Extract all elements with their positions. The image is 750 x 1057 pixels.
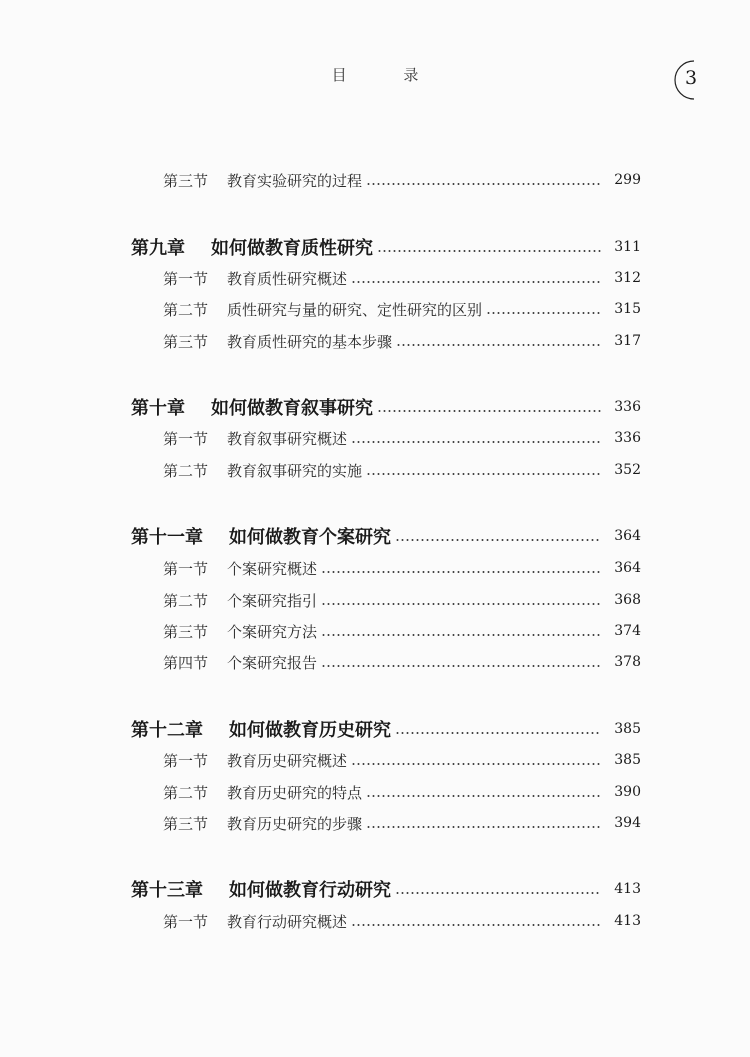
toc-section-row [0,326,750,356]
chapter-title: 如何做教育历史研究 [229,720,391,741]
section-title: 教育叙事研究的实施 [227,461,363,480]
dot-leader [321,634,601,636]
section-label: 第一节 [163,559,209,578]
toc-section-row [0,647,750,677]
page-ref: 352 [614,462,641,478]
toc-section-row [0,906,750,936]
page-number-badge [666,58,710,102]
section-label: 第三节 [163,171,209,190]
page-ref: 315 [614,301,641,317]
section-label: 第一节 [163,269,209,288]
page-ref: 385 [614,721,641,737]
page-ref: 299 [614,172,641,188]
dot-leader [486,312,601,314]
dot-leader [351,281,601,283]
chapter-title: 如何做教育叙事研究 [211,398,373,419]
toc-section-row [0,585,750,615]
toc-chapter-row [0,392,750,422]
dot-leader [377,250,601,252]
section-title: 教育行动研究概述 [227,912,348,931]
dot-leader [395,732,601,734]
page-ref: 413 [614,881,641,897]
section-label: 第二节 [163,300,209,319]
toc-section-row [0,808,750,838]
section-title: 质性研究与量的研究、定性研究的区别 [227,300,483,319]
section-title: 个案研究概述 [227,559,318,578]
section-label: 第一节 [163,751,209,770]
section-title: 教育质性研究概述 [227,269,348,288]
section-label: 第二节 [163,783,209,802]
dot-leader [366,826,601,828]
page-ref: 317 [614,333,641,349]
section-label: 第三节 [163,814,209,833]
page-ref: 390 [614,784,641,800]
page-ref: 364 [614,560,641,576]
toc-chapter-row [0,521,750,551]
section-label: 第四节 [163,653,209,672]
toc-section-row [0,616,750,646]
section-title: 个案研究报告 [227,653,318,672]
section-title: 教育质性研究的基本步骤 [227,332,393,351]
toc-chapter-row [0,714,750,744]
toc-section-row [0,165,750,195]
chapter-label: 第九章 [131,238,185,259]
section-title: 教育叙事研究概述 [227,429,348,448]
dot-leader [366,795,601,797]
toc-section-row [0,263,750,293]
page-ref: 374 [614,623,641,639]
toc-section-row [0,745,750,775]
chapter-title: 如何做教育质性研究 [211,238,373,259]
chapter-label: 第十三章 [131,880,203,901]
dot-leader [321,571,601,573]
page-ref: 413 [614,913,641,929]
section-title: 教育历史研究的步骤 [227,814,363,833]
dot-leader [366,183,601,185]
dot-leader [395,892,601,894]
page-ref: 311 [614,239,641,255]
section-label: 第三节 [163,622,209,641]
section-label: 第二节 [163,591,209,610]
section-label: 第一节 [163,429,209,448]
dot-leader [321,603,601,605]
page-ref: 336 [614,430,641,446]
page-ref: 336 [614,399,641,415]
chapter-title: 如何做教育行动研究 [229,880,391,901]
toc-chapter-row [0,874,750,904]
dot-leader [321,665,601,667]
toc-chapter-row [0,232,750,262]
toc-section-row [0,455,750,485]
section-label: 第二节 [163,461,209,480]
chapter-label: 第十一章 [131,527,203,548]
dot-leader [351,924,601,926]
page-header [0,0,750,110]
chapter-label: 第十二章 [131,720,203,741]
chapter-label: 第十章 [131,398,185,419]
section-label: 第一节 [163,912,209,931]
page-ref: 394 [614,815,641,831]
dot-leader [396,344,601,346]
page-ref: 364 [614,528,641,544]
section-label: 第三节 [163,332,209,351]
page-ref: 378 [614,654,641,670]
page-ref: 368 [614,592,641,608]
dot-leader [366,473,601,475]
toc-section-row [0,777,750,807]
section-title: 教育历史研究概述 [227,751,348,770]
page-ref: 312 [614,270,641,286]
dot-leader [351,441,601,443]
dot-leader [395,539,601,541]
chapter-title: 如何做教育个案研究 [229,527,391,548]
dot-leader [377,410,601,412]
dot-leader [351,763,601,765]
section-title: 个案研究指引 [227,591,318,610]
section-title: 个案研究方法 [227,622,318,641]
toc-section-row [0,553,750,583]
page-title: 目 录 [331,66,445,84]
page-ref: 385 [614,752,641,768]
toc-section-row [0,294,750,324]
page-number: 3 [685,67,698,89]
section-title: 教育历史研究的特点 [227,783,363,802]
toc-section-row [0,423,750,453]
section-title: 教育实验研究的过程 [227,171,363,190]
